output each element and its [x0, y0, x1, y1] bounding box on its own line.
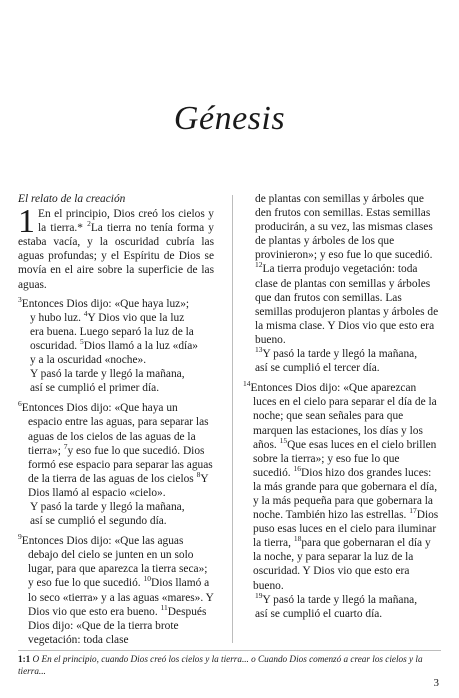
verse-10-text: Dios llamó a lo seco «tierra» y a las aguas «mares». Y Dios vio que esto era bueno. [28, 577, 214, 618]
footnote-text: O En el principio, cuando Dios creó los cielos y la tierra... o Cuando Dios comenzó a crear los cielos y la tierra... [18, 654, 423, 676]
day-3-line-1: Y pasó la tarde y llegó la mañana, [262, 348, 418, 361]
day-1-line-1: Y pasó la tarde y llegó la mañana, [30, 368, 185, 381]
verse-number-9: 9 [18, 532, 22, 542]
verse-12-text: La tierra produjo vegetación: toda clase de plantas con semillas y árboles que dan frutos con semillas. Las semillas produjeron plantas y árboles de la misma clase. Y Dios vio que esto era bueno. [255, 263, 439, 346]
verse-number-14: 14 [243, 379, 251, 389]
verse-15-text: Que esas luces en el cielo brillen sobre la tierra»; y eso fue lo que sucedió. [253, 438, 437, 479]
verse-number-3: 3 [18, 294, 22, 304]
verse-6-text: Entonces Dios dijo: «Que haya un espacio entre las aguas, para separar las aguas de los cielos de las aguas de la tierra»; [21, 402, 209, 457]
verse-3-line-1: Entonces Dios dijo: «Que haya luz»; [21, 297, 190, 310]
verse-number-2: 2 [87, 219, 91, 229]
verse-number-10: 10 [143, 574, 151, 584]
verse-number-5: 5 [80, 337, 84, 347]
footnote-ref: 1:1 [18, 654, 31, 664]
verse-16-text: Dios hizo dos grandes luces: la más grande para que gobernara el día, y la más pequeña para que gobernara la noche. También hizo las estrellas. [253, 466, 438, 522]
footnote [18, 653, 441, 677]
verse-number-16: 16 [293, 463, 302, 473]
verse-1-2 [18, 203, 214, 292]
footnote-divider [18, 650, 441, 651]
verse-17-text: Dios puso esas luces en el cielo para iluminar la tierra, [253, 509, 439, 550]
day-4-line-1: Y pasó la tarde y llegó la mañana, [262, 593, 418, 606]
verse-number-18: 18 [293, 534, 302, 544]
verses-11-13 [243, 192, 439, 375]
verses-14-19 [243, 381, 439, 621]
day-1-line-2: así se cumplió el primer día. [30, 382, 160, 395]
verse-5-line-2: y a la oscuridad «noche». [30, 354, 147, 367]
verse-number-6: 6 [18, 399, 22, 409]
verse-3-line-2: y hubo luz. [30, 311, 81, 324]
page-number: 3 [433, 677, 439, 689]
section-heading: El relato de la creación [18, 193, 126, 205]
verse-18-text: para que gobernaran el día y la noche, y para separar la luz de la oscuridad. Y Dios vio que esto era bueno. [253, 537, 431, 592]
day-2-line-2: así se cumplió el segundo día. [30, 515, 167, 528]
verse-number-11: 11 [160, 602, 168, 612]
verse-9-text: Entonces Dios dijo: «Que las aguas debajo del cielo se junten en un solo lugar, para que aparezca la tierra seca»; y eso fue lo que sucedió. [21, 535, 208, 590]
verse-11-continued: de plantas con semillas y árboles que den frutos con semillas. Estas semillas producirán, a su vez, las mismas clases de plantas y árboles de los que provinieron»; y eso fue lo que sucedió. [255, 193, 433, 262]
verse-8-text: Y Dios llamó al espacio «cielo». [28, 472, 209, 499]
right-column [243, 192, 439, 627]
verse-number-13: 13 [255, 345, 263, 355]
chapter-number: 1 [18, 203, 35, 241]
verses-3-5 [18, 294, 214, 396]
verses-6-8 [18, 401, 214, 528]
verse-4-line-2: era buena. Luego separó la luz de la oscuridad. [30, 325, 194, 352]
verse-number-4: 4 [83, 308, 88, 318]
verse-11-text: Después Dios dijo: «Que de la tierra brote vegetación: toda clase [28, 605, 207, 646]
verse-number-7: 7 [63, 441, 68, 451]
verse-14-text: Entonces Dios dijo: «Que aparezcan luces en el cielo para separar el día de la noche; que sean señales para que marquen las estaciones, los días y los años. [250, 382, 437, 451]
column-divider [232, 195, 233, 643]
verse-7-text: y eso fue lo que sucedió. Dios formó ese espacio para separar las aguas de la tierra de las aguas de los cielos [28, 444, 213, 485]
verses-9-11 [18, 534, 214, 647]
book-title: Génesis [173, 100, 286, 137]
day-2-line-1: Y pasó la tarde y llegó la mañana, [30, 500, 185, 513]
verse-number-8: 8 [196, 469, 201, 479]
verse-1-text: En el principio, Dios creó los cielos y la tierra.* [38, 208, 214, 235]
verse-5-line-1: Dios llamó a la luz «día» [83, 339, 198, 352]
verse-number-15: 15 [279, 435, 288, 445]
verse-number-17: 17 [409, 506, 417, 516]
day-4-line-2: así se cumplió el cuarto día. [255, 607, 383, 620]
verse-number-19: 19 [255, 590, 263, 600]
verse-2-text: La tierra no tenía forma y estaba vacía, y la oscuridad cubría las aguas profundas; y el Espíritu de Dios se movía en el aire sobre la superficie de las aguas. [18, 222, 214, 291]
left-column [18, 192, 214, 653]
verse-4-line-1: Y Dios vio que la luz [87, 311, 185, 324]
day-3-line-2: así se cumplió el tercer día. [255, 362, 380, 375]
verse-number-12: 12 [255, 260, 263, 270]
